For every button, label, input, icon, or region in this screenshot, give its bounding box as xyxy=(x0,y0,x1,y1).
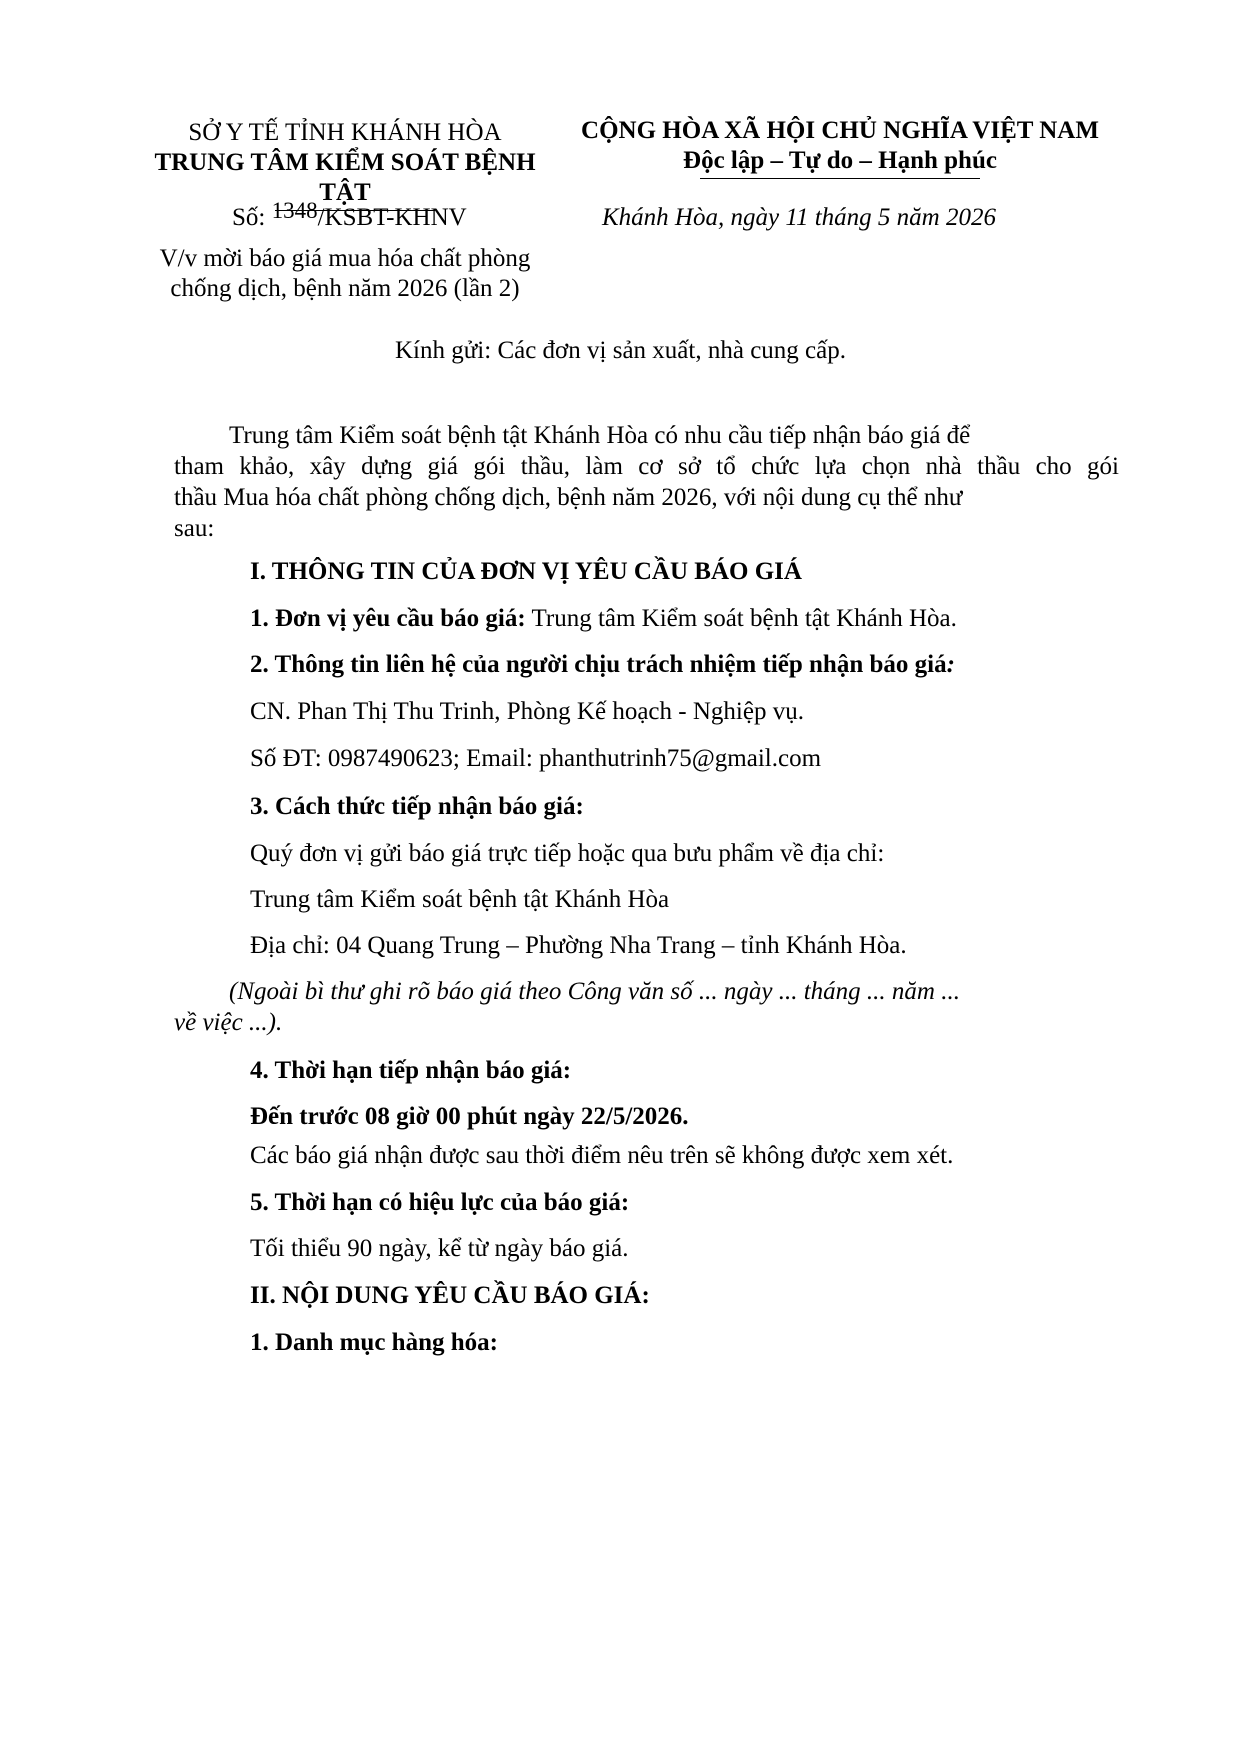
requesting-unit-value: Trung tâm Kiểm soát bệnh tật Khánh Hòa. xyxy=(525,605,957,632)
delivery-recipient: Trung tâm Kiểm soát bệnh tật Khánh Hòa xyxy=(250,886,670,913)
late-submission-note: Các báo giá nhận được sau thời điểm nêu trên sẽ không được xem xét. xyxy=(250,1142,954,1169)
intro-line-2: tham khảo, xây dựng giá gói thầu, làm cơ sở tổ chức lựa chọn nhà thầu cho gói xyxy=(174,453,1119,480)
issuing-unit: TRUNG TÂM KIỂM SOÁT BỆNH TẬT xyxy=(154,149,536,206)
envelope-note xyxy=(174,976,1119,1038)
intro-line-3: thầu Mua hóa chất phòng chống dịch, bệnh năm 2026, với nội dung cụ thể như xyxy=(174,484,963,511)
national-title: CỘNG HÒA XÃ HỘI CHỦ NGHĨA VIỆT NAM xyxy=(581,117,1099,144)
parent-organization: SỞ Y TẾ TỈNH KHÁNH HÒA xyxy=(188,119,502,146)
doc-number-prefix: Số: xyxy=(232,204,266,231)
submission-deadline: Đến trước 08 giờ 00 phút ngày 22/5/2026. xyxy=(250,1103,689,1130)
section-1-item-1 xyxy=(250,603,1120,634)
national-motto-block xyxy=(560,116,1120,179)
national-motto: Độc lập – Tự do – Hạnh phúc xyxy=(683,147,997,174)
requesting-unit-label: 1. Đơn vị yêu cầu báo giá: xyxy=(250,605,526,632)
section-1-item-4: 4. Thời hạn tiếp nhận báo giá: xyxy=(250,1057,572,1084)
contact-info-colon: : xyxy=(946,651,955,678)
section-1-item-2 xyxy=(250,649,1120,680)
subject-line-2: chống dịch, bệnh năm 2026 (lần 2) xyxy=(170,275,520,302)
envelope-note-line-2: về việc ...). xyxy=(174,1009,283,1036)
header-right-divider xyxy=(700,178,980,179)
intro-line-1: Trung tâm Kiểm soát bệnh tật Khánh Hòa có nhu cầu tiếp nhận báo giá để xyxy=(229,422,971,449)
intro-line-4: sau: xyxy=(174,515,215,542)
doc-number-suffix: /KSBT-KHNV xyxy=(317,204,467,231)
section-2-item-1: 1. Danh mục hàng hóa: xyxy=(250,1329,498,1356)
contact-info-label: 2. Thông tin liên hệ của người chịu trách nhiệm tiếp nhận báo giá xyxy=(250,651,947,678)
doc-number-value: 1348 xyxy=(271,198,318,223)
section-1-title: I. THÔNG TIN CỦA ĐƠN VỊ YÊU CẦU BÁO GIÁ xyxy=(250,558,802,585)
envelope-note-line-1: (Ngoài bì thư ghi rõ báo giá theo Công văn số ... ngày ... tháng ... năm ... xyxy=(229,978,960,1005)
place-and-date xyxy=(602,203,996,233)
recipient-line: Kính gửi: Các đơn vị sản xuất, nhà cung cấp. xyxy=(395,337,846,364)
delivery-address: Địa chỉ: 04 Quang Trung – Phường Nha Trang – tỉnh Khánh Hòa. xyxy=(250,932,907,959)
document-number xyxy=(232,198,467,233)
intro-paragraph xyxy=(174,420,1119,544)
contact-person: CN. Phan Thị Thu Trinh, Phòng Kế hoạch - Nghiệp vụ. xyxy=(250,698,804,725)
issuing-agency xyxy=(140,118,550,211)
place-date-prefix: Khánh Hòa, ngày xyxy=(602,204,780,231)
subject-line-1: V/v mời báo giá mua hóa chất phòng xyxy=(159,245,531,272)
place-date-rest: tháng 5 năm 2026 xyxy=(814,204,996,231)
delivery-method: Quý đơn vị gửi báo giá trực tiếp hoặc qua bưu phẩm về địa chỉ: xyxy=(250,840,885,867)
section-2-title: II. NỘI DUNG YÊU CẦU BÁO GIÁ: xyxy=(250,1282,650,1309)
date-day: 11 xyxy=(785,204,809,231)
section-1-item-3: 3. Cách thức tiếp nhận báo giá: xyxy=(250,793,584,820)
validity-period: Tối thiểu 90 ngày, kể từ ngày báo giá. xyxy=(250,1235,629,1262)
section-1-item-5: 5. Thời hạn có hiệu lực của báo giá: xyxy=(250,1189,630,1216)
document-subject xyxy=(140,244,550,304)
contact-phone-email: Số ĐT: 0987490623; Email: phanthutrinh75@gmail.com xyxy=(250,745,822,772)
